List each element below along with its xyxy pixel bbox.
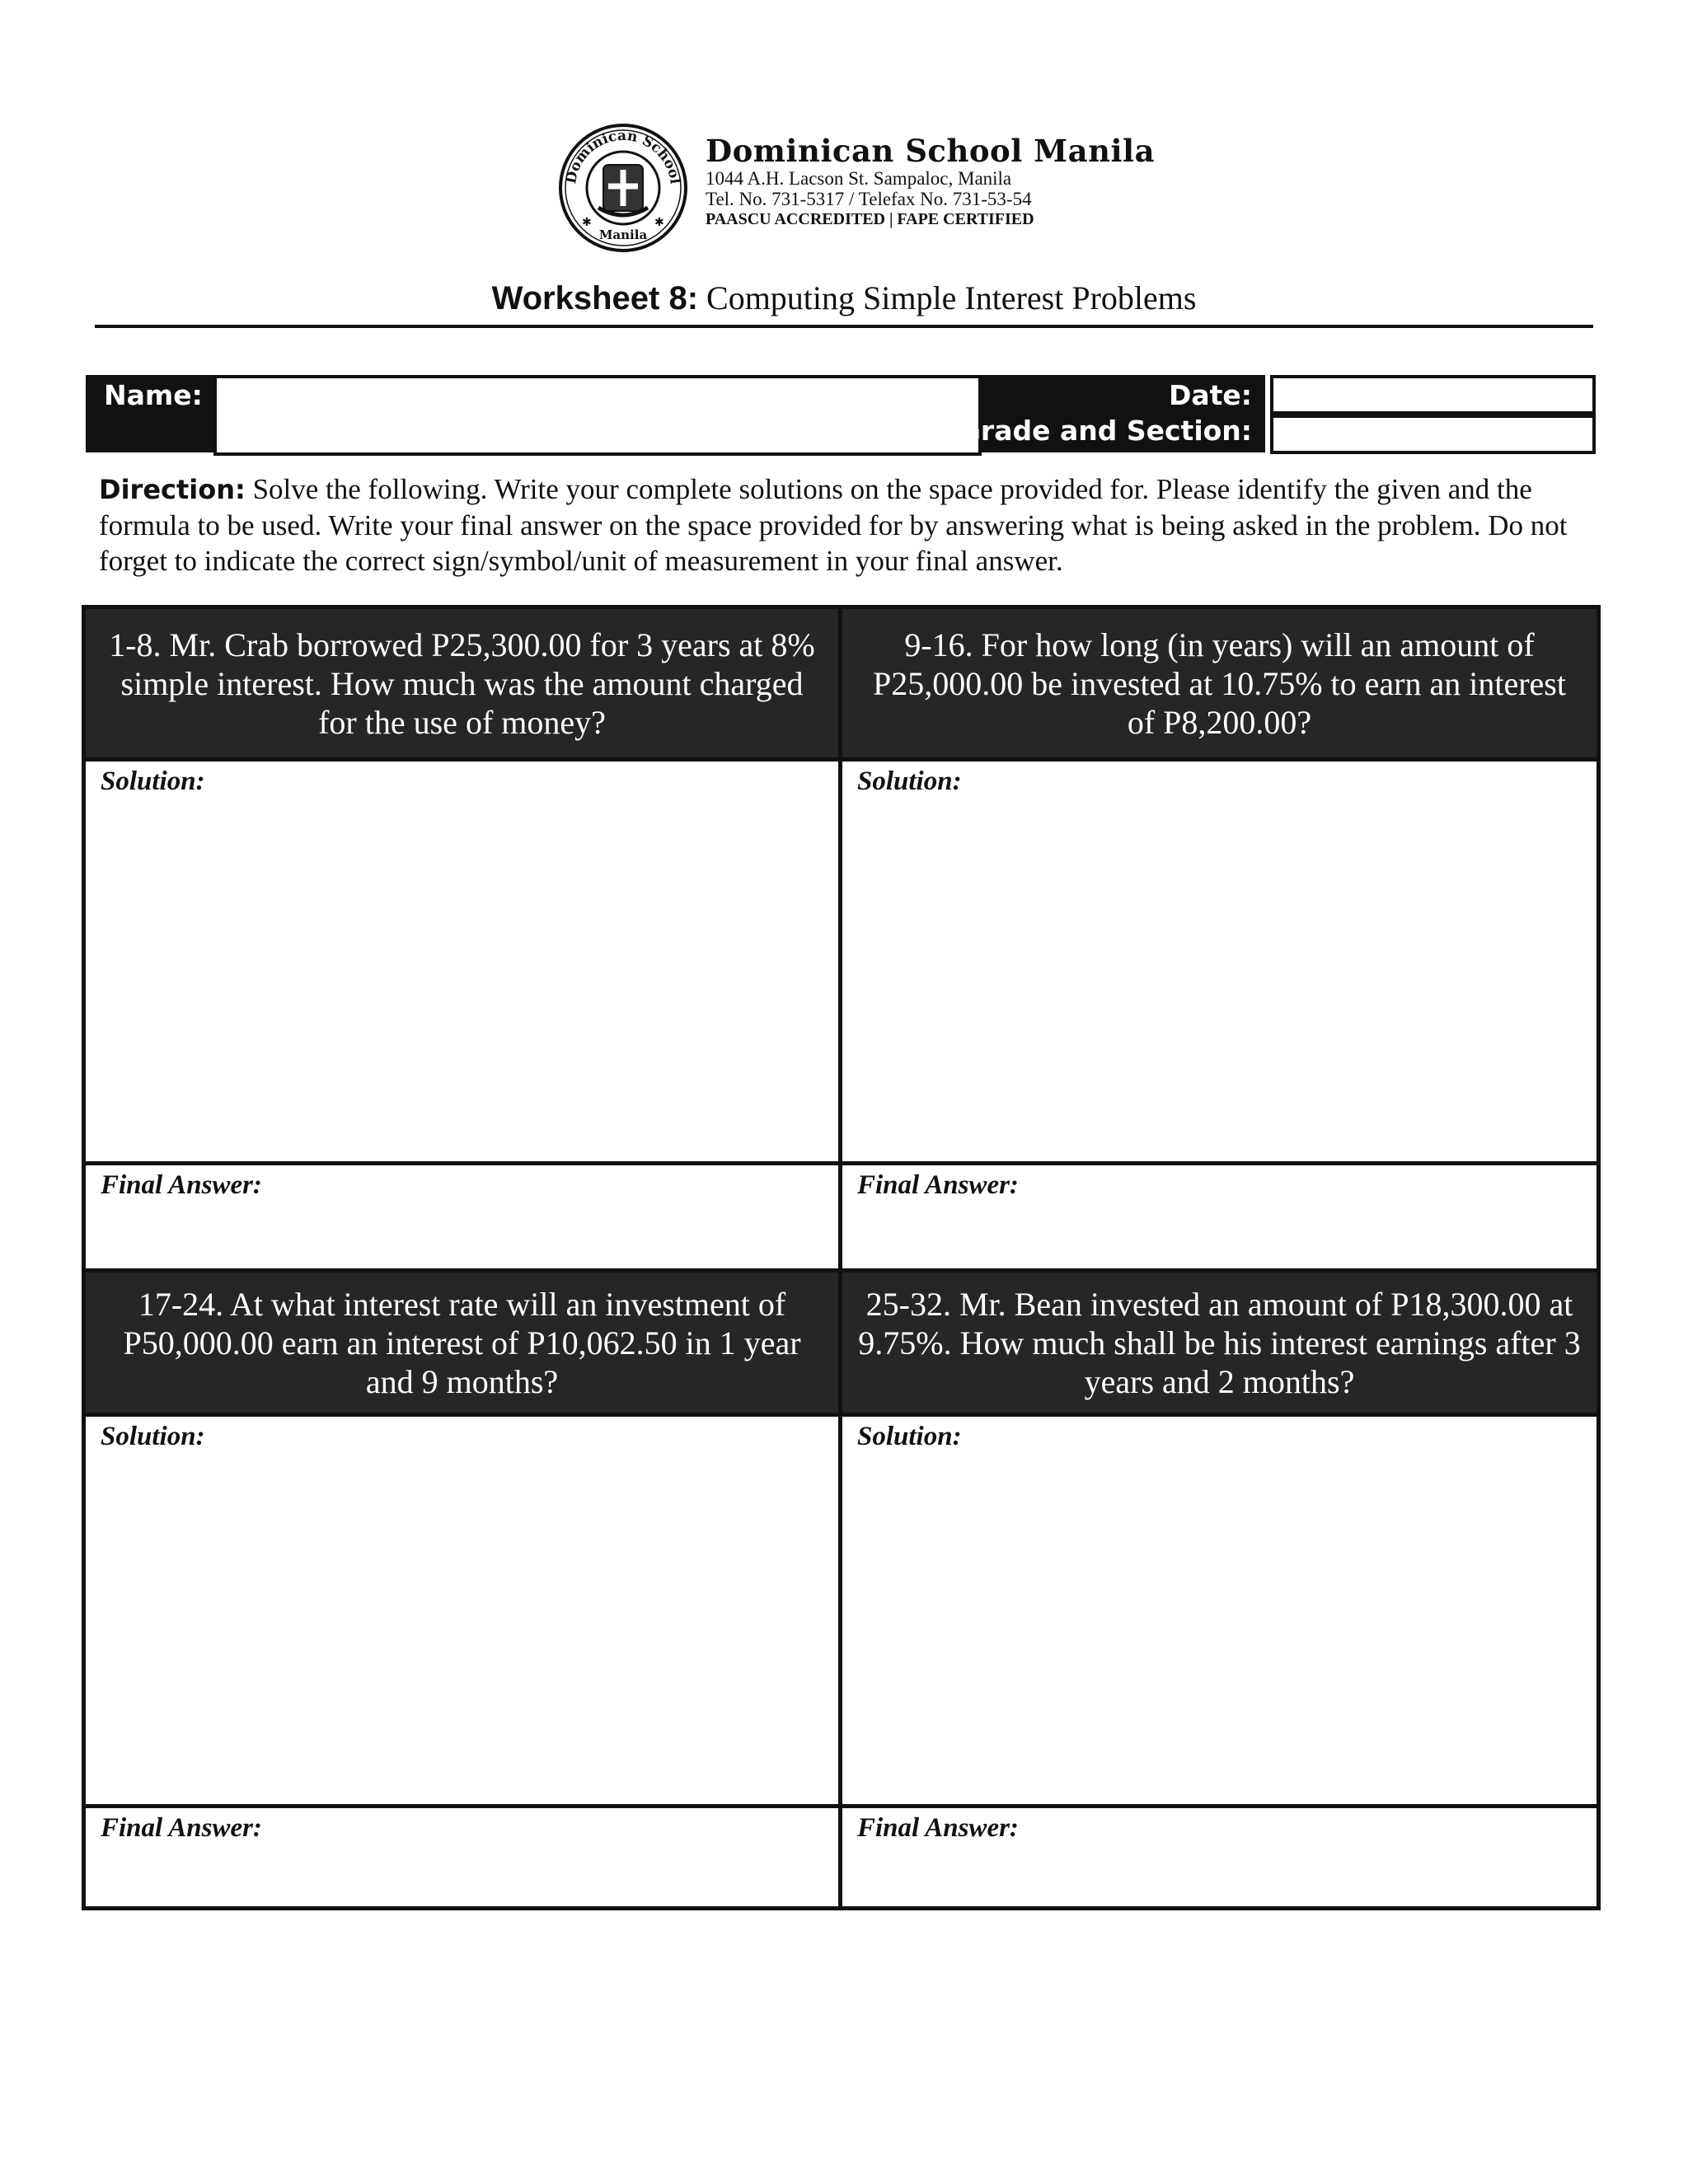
date-grade-label-block: [958, 375, 1265, 452]
solution-label: Solution:: [101, 766, 205, 796]
solution-label: Solution:: [857, 1422, 962, 1451]
svg-text:Dominican School: Dominican School: [563, 127, 683, 185]
problem-1-solution-area[interactable]: [86, 757, 838, 1161]
final-answer-label: Final Answer:: [857, 1170, 1019, 1200]
problem-4-text: 25-32. Mr. Bean invested an amount of P18,300.00 at 9.75%. How much shall be his interest earnings after 3 years and 2 months?: [858, 1285, 1581, 1400]
problem-3-question: [86, 1272, 838, 1413]
problem-4-final-answer-area[interactable]: [842, 1804, 1597, 1906]
student-info-bar: [86, 375, 1596, 454]
svg-text:Manila: Manila: [598, 227, 648, 242]
grade-section-field[interactable]: [1270, 415, 1596, 454]
letterhead: [557, 122, 1156, 254]
date-label: Date:: [1168, 379, 1252, 411]
problem-2-solution-area[interactable]: [842, 757, 1597, 1161]
worksheet-number: Worksheet 8:: [491, 280, 699, 316]
problem-3-final-answer-area[interactable]: [86, 1804, 838, 1906]
problem-2-text: 9-16. For how long (in years) will an amount of P25,000.00 be invested at 10.75% to earn an interest of P8,200.00?: [873, 626, 1566, 741]
school-accreditation: PAASCU ACCREDITED | FAPE CERTIFIED: [706, 210, 1034, 228]
problem-3-solution-area[interactable]: [86, 1413, 838, 1804]
problem-1-final-answer-area[interactable]: [86, 1161, 838, 1272]
problem-4-question: [842, 1272, 1597, 1413]
problem-1-question: [86, 609, 838, 757]
name-label: Name:: [104, 379, 203, 411]
final-answer-label: Final Answer:: [857, 1813, 1019, 1843]
date-field[interactable]: [1270, 375, 1596, 415]
problem-4-solution-area[interactable]: [842, 1413, 1597, 1804]
school-address: 1044 A.H. Lacson St. Sampaloc, Manila: [706, 168, 1012, 189]
final-answer-label: Final Answer:: [101, 1170, 262, 1200]
school-name: Dominican School Manila: [706, 133, 1156, 169]
worksheet-title: [0, 279, 1688, 317]
worksheet-topic: Computing Simple Interest Problems: [698, 279, 1197, 316]
school-info: [706, 134, 1155, 230]
problem-grid: [82, 605, 1601, 1910]
direction-label: Direction:: [99, 474, 246, 505]
solution-label: Solution:: [857, 766, 962, 796]
problem-2-question: [842, 609, 1597, 757]
name-label-block: [86, 375, 213, 452]
svg-text:✱: ✱: [582, 216, 592, 229]
grade-section-label: Grade and Section:: [958, 415, 1252, 447]
school-phone: Tel. No. 731-5317 / Telefax No. 731-53-54: [706, 189, 1032, 209]
final-answer-label: Final Answer:: [101, 1813, 262, 1843]
direction-paragraph: [99, 471, 1599, 579]
solution-label: Solution:: [101, 1422, 205, 1451]
name-field[interactable]: [213, 375, 982, 456]
problem-2-final-answer-area[interactable]: [842, 1161, 1597, 1272]
title-divider: [95, 325, 1593, 328]
problem-3-text: 17-24. At what interest rate will an investment of P50,000.00 earn an interest of P10,062.50 in 1 year and 9 months?: [123, 1285, 801, 1400]
direction-text: Solve the following. Write your complete solutions on the space provided for. Please identify the given and the formula to be used. Write your final answer on the space provided for by answering what is being asked in the problem. Do not forget to indicate the correct sign/symbol/unit of measurement in your final answer.: [99, 473, 1568, 577]
svg-text:✱: ✱: [654, 216, 664, 229]
column-divider: [838, 609, 842, 1906]
school-seal-icon: [557, 122, 689, 254]
problem-1-text: 1-8. Mr. Crab borrowed P25,300.00 for 3 years at 8% simple interest. How much was the amount charged for the use of money?: [109, 626, 815, 741]
